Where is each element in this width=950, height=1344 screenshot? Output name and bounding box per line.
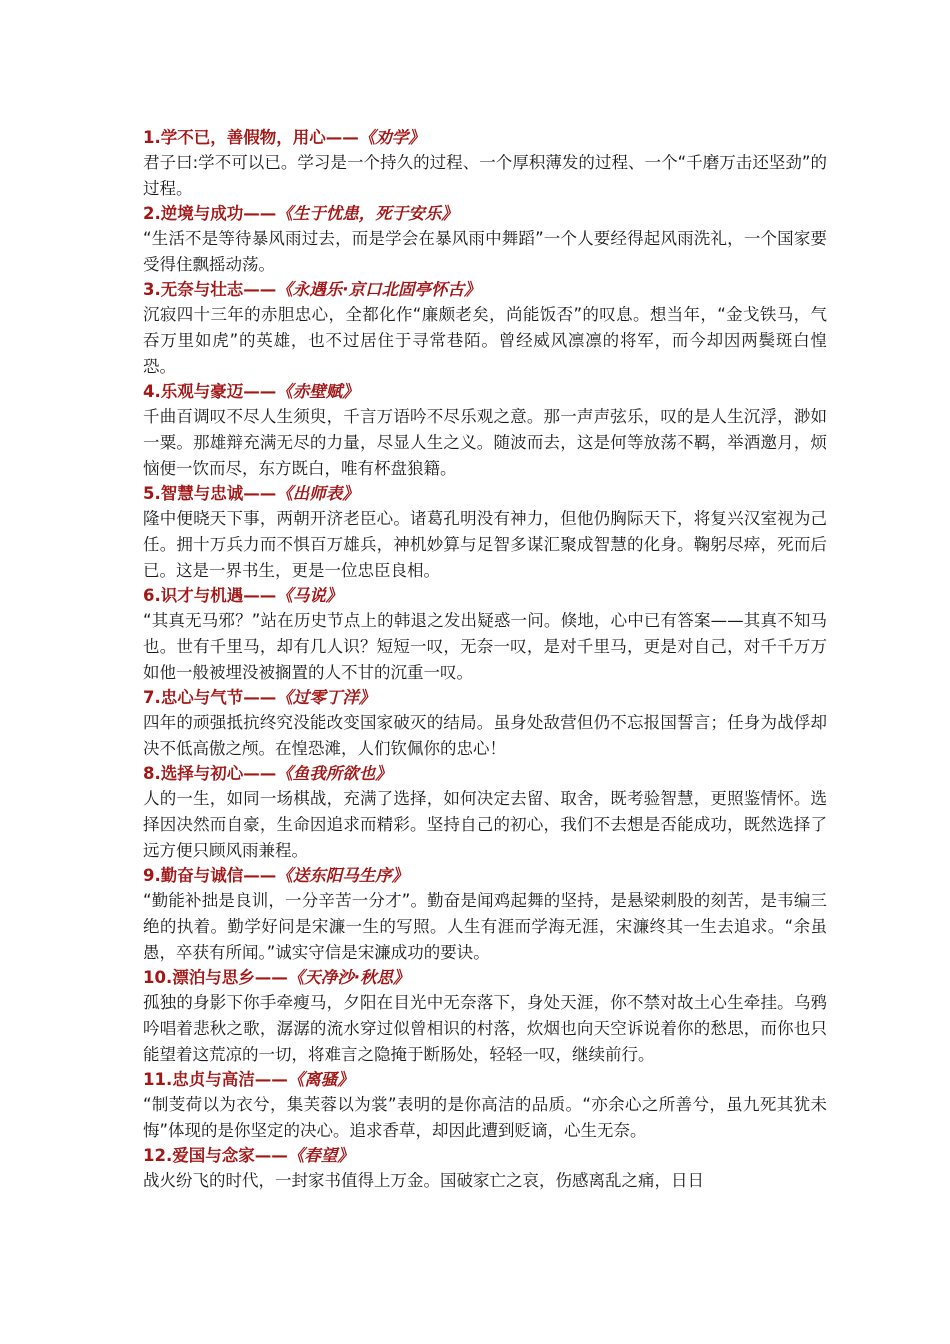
entry-title: 《鱼我所欲也》: [276, 764, 392, 783]
entry-title: 《马说》: [276, 586, 343, 605]
entry-body: 千曲百调叹不尽人生须臾，千言万语吟不尽乐观之意。那一声声弦乐，叹的是人生沉浮，渺如一粟。那雄辩充满无尽的力量，尽显人生之义。随波而去，这是何等放荡不羁，举酒邀月，烦恼便一饮而尽，东方既白，唯有杯盘狼籍。: [143, 407, 827, 478]
entry-heading-label: 6.识才与机遇——: [143, 586, 277, 605]
entry-heading-label: 11.忠贞与高洁——: [143, 1070, 288, 1089]
entry-body: “制芰荷以为衣兮，集芙蓉以为裳”表明的是你高洁的品质。“亦余心之所善兮，虽九死其犹未悔”体现的是你坚定的决心。追求香草，却因此遭到贬谪，心生无奈。: [143, 1095, 827, 1140]
entry-heading: [143, 380, 827, 404]
entry-body: 沉寂四十三年的赤胆忠心，全都化作“廉颇老矣，尚能饭否”的叹息。想当年，“金戈铁马，气吞万里如虎”的英雄，也不过居住于寻常巷陌。曾经威风凛凛的将军，而今却因两鬓斑白惶恐。: [143, 305, 827, 376]
entry-title: 《天净沙·秋思》: [287, 968, 410, 987]
entry-title: 《春望》: [287, 1146, 354, 1165]
entry-heading: [143, 1068, 827, 1092]
entry-heading-label: 1.学不已，善假物，用心——: [143, 128, 359, 147]
entry-body: “生活不是等待暴风雨过去，而是学会在暴风雨中舞蹈”一个人要经得起风雨洗礼，一个国家要受得住飘摇动荡。: [143, 229, 827, 274]
document-body: [143, 126, 827, 1194]
entry-heading: [143, 482, 827, 506]
entry-heading: [143, 202, 827, 226]
entry-title: 《生于忧患，死于安乐》: [276, 204, 458, 223]
entry-3: [143, 278, 827, 380]
entry-body: 战火纷飞的时代，一封家书值得上万金。国破家亡之哀，伤感离乱之痛，日日: [143, 1171, 704, 1190]
entry-4: [143, 380, 827, 482]
entry-heading: [143, 966, 827, 990]
entry-body: 四年的顽强抵抗终究没能改变国家破灭的结局。虽身处敌营但仍不忘报国誓言；任身为战俘却决不低高傲之颅。在惶恐滩，人们钦佩你的忠心！: [143, 713, 827, 758]
entry-body: “勤能补拙是良训，一分辛苦一分才”。勤奋是闻鸡起舞的坚持，是悬梁刺股的刻苦，是韦编三绝的执着。勤学好问是宋濂一生的写照。人生有涯而学海无涯，宋濂终其一生去追求。“余虽愚，卒获有所闻。”诚实守信是宋濂成功的要诀。: [143, 891, 827, 962]
entry-heading: [143, 126, 827, 150]
entry-body: 人的一生，如同一场棋战，充满了选择，如何决定去留、取舍，既考验智慧，更照鉴情怀。选择因决然而自豪，生命因追求而精彩。坚持自己的初心，我们不去想是否能成功，既然选择了远方便只顾风雨兼程。: [143, 789, 827, 860]
entry-title: 《永遇乐·京口北固亭怀古》: [276, 280, 481, 299]
entry-11: [143, 1068, 827, 1144]
entry-heading: [143, 686, 827, 710]
entry-1: [143, 126, 827, 202]
entry-title: 《过零丁洋》: [276, 688, 376, 707]
entry-title: 《劝学》: [358, 128, 425, 147]
entry-heading: [143, 864, 827, 888]
entry-heading: [143, 278, 827, 302]
entry-heading: [143, 762, 827, 786]
entry-heading-label: 4.乐观与豪迈——: [143, 382, 277, 401]
entry-title: 《出师表》: [276, 484, 359, 503]
entry-6: [143, 584, 827, 686]
entry-heading: [143, 584, 827, 608]
entry-body: 孤独的身影下你手牵瘦马，夕阳在目光中无奈落下，身处天涯，你不禁对故土心生牵挂。乌鸦吟唱着悲秋之歌，潺潺的流水穿过似曾相识的村落，炊烟也向天空诉说着你的愁思，而你也只能望着这荒凉的一切，将难言之隐掩于断肠处，轻轻一叹，继续前行。: [143, 993, 827, 1064]
entry-5: [143, 482, 827, 584]
entry-7: [143, 686, 827, 762]
entry-heading: [143, 1144, 827, 1168]
entry-8: [143, 762, 827, 864]
entry-heading-label: 2.逆境与成功——: [143, 204, 277, 223]
entry-body: 隆中便晓天下事，两朝开济老臣心。诸葛孔明没有神力，但他仍胸际天下，将复兴汉室视为己任。拥十万兵力而不惧百万雄兵，神机妙算与足智多谋汇聚成智慧的化身。鞠躬尽瘁，死而后已。这是一界书生，更是一位忠臣良相。: [143, 509, 827, 580]
entry-body: 君子曰:学不可以已。学习是一个持久的过程、一个厚积薄发的过程、一个“千磨万击还坚劲”的过程。: [143, 153, 827, 198]
entry-body: “其真无马邪？”站在历史节点上的韩退之发出疑惑一问。倏地，心中已有答案——其真不知马也。世有千里马，却有几人识？短短一叹，无奈一叹，是对千里马，更是对自己，对千千万万如他一般被埋没被搁置的人不甘的沉重一叹。: [143, 611, 827, 682]
entry-2: [143, 202, 827, 278]
entry-10: [143, 966, 827, 1068]
entry-heading-label: 7.忠心与气节——: [143, 688, 277, 707]
entry-title: 《离骚》: [287, 1070, 354, 1089]
entry-heading-label: 8.选择与初心——: [143, 764, 277, 783]
entry-heading-label: 5.智慧与忠诚——: [143, 484, 277, 503]
entry-title: 《送东阳马生序》: [276, 866, 409, 885]
entry-heading-label: 9.勤奋与诚信——: [143, 866, 277, 885]
entry-title: 《赤壁赋》: [276, 382, 359, 401]
entry-12: [143, 1144, 827, 1194]
entry-heading-label: 10.漂泊与思乡——: [143, 968, 288, 987]
entry-9: [143, 864, 827, 966]
entry-heading-label: 3.无奈与壮志——: [143, 280, 277, 299]
entry-heading-label: 12.爱国与念家——: [143, 1146, 288, 1165]
